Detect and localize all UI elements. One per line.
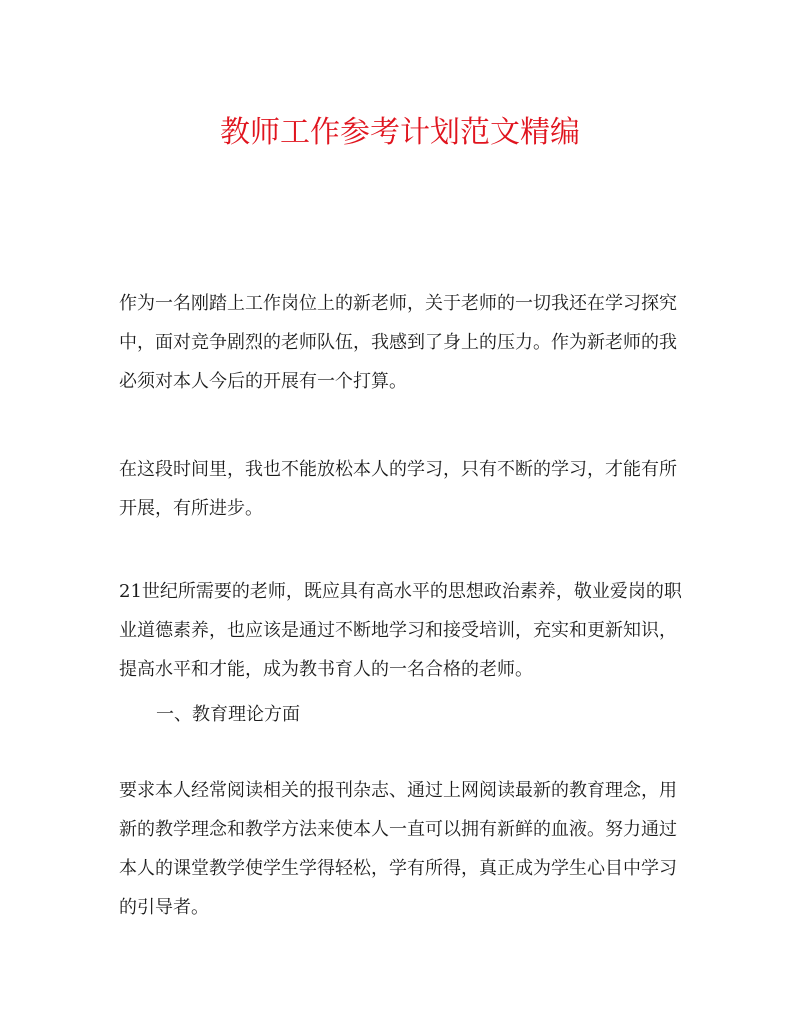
paragraph-study: 在这段时间里，我也不能放松本人的学习，只有不断的学习，才能有所开展，有所进步。 — [119, 459, 677, 519]
paragraph-intro: 作为一名刚踏上工作岗位上的新老师，关于老师的一切我还在学习探究中，面对竞争剧烈的老师队伍，我感到了身上的压力。作为新老师的我必须对本人今后的开展有一个打算。 — [119, 293, 677, 392]
section-heading-education-theory: 一、教育理论方面 — [156, 704, 300, 725]
document-title: 教师工作参考计划范文精编 — [220, 115, 580, 150]
paragraph-education-theory: 要求本人经常阅读相关的报刊杂志、通过上网阅读最新的教育理念，用新的教学理念和教学方法来使本人一直可以拥有新鲜的血液。努力通过本人的课堂教学使学生学得轻松，学有所得，真正成为学生心目中学习的引导者。 — [119, 780, 677, 918]
paragraph-requirements: 21世纪所需要的老师，既应具有高水平的思想政治素养，敬业爱岗的职业道德素养，也应该是通过不断地学习和接受培训，充实和更新知识，提高水平和才能，成为教书育人的一名合格的老师。 — [119, 581, 682, 680]
